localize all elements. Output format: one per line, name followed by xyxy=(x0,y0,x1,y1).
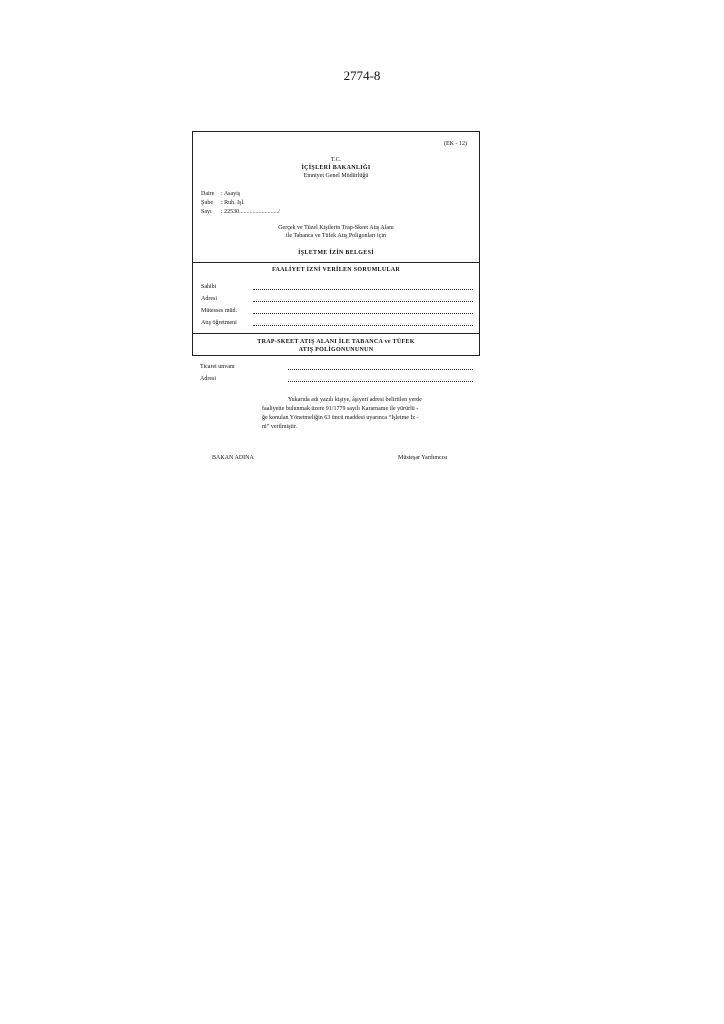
field-line-instructor xyxy=(253,325,473,326)
statement-line-4: ni” verilmiştir. xyxy=(262,424,297,430)
subject-line-1: Gerçek ve Tüzel Kişilerin Trap-Skeet Atış Alanı xyxy=(278,225,394,231)
field-label-manager: Mütesses müd. xyxy=(201,308,237,314)
statement-line-2: faaliyette bulunmak üzere 91/1779 sayılı Kararname ile yürürlü - xyxy=(262,406,419,412)
field-line-address xyxy=(253,301,473,302)
meta-label-daire: Daire xyxy=(201,191,215,197)
permit-form xyxy=(192,131,480,356)
field-line-manager xyxy=(253,313,473,314)
certificate-title: İŞLETME İZİN BELGESİ xyxy=(298,250,374,256)
meta-value-sayi: : 22530........................../ xyxy=(221,209,280,215)
range-title-line-2: ATIŞ POLİGONUNUNUN xyxy=(298,347,374,353)
field-label-address: Adresi xyxy=(201,296,217,302)
statement-line-1: Yukarıda adı yazılı kişiye, âşıyeri adresi belirtilen yerde xyxy=(288,397,422,403)
meta-value-daire: : Asayiş xyxy=(221,191,241,197)
field-label-owner: Sahibi xyxy=(201,284,217,290)
field-label-instructor: Atış öğretmeni xyxy=(201,320,237,326)
meta-value-sube: : Ruh. Işl. xyxy=(221,200,245,206)
divider xyxy=(193,333,479,334)
field-label-business-address: Adresi xyxy=(200,376,216,382)
field-line-business-address xyxy=(288,381,473,382)
page-number: 2774-8 xyxy=(343,68,381,83)
subject-line-2: ile Tabanca ve Tüfek Atış Poligonları için xyxy=(285,233,386,239)
field-line-owner xyxy=(253,289,473,290)
meta-label-sube: Şube xyxy=(201,200,213,206)
annex-label: (EK - 12) xyxy=(444,141,467,147)
divider xyxy=(193,262,479,263)
field-line-trade-name xyxy=(288,369,473,370)
header-ministry: İÇİŞLERİ BAKANLIĞI xyxy=(301,165,371,171)
meta-label-sayi: Sayı xyxy=(201,209,212,215)
signature-left: BAKAN ADINA xyxy=(212,455,254,461)
range-title-line-1: TRAP-SKEET ATIŞ ALANI İLE TABANCA ve TÜFEK xyxy=(257,339,415,345)
header-directorate: Emniyet Genel Müdürlüğü xyxy=(303,173,369,179)
field-label-trade-name: Ticaret unvanı xyxy=(200,364,235,370)
statement-line-3: ğe konulan Yönetmeliğin 63 üncü maddesi uyarınca “İşletme İz - xyxy=(262,415,419,421)
responsibles-title: FAALİYET İZNİ VERİLEN SORUMLULAR xyxy=(271,267,401,273)
signature-right: Müsteşar Yardımcısı xyxy=(398,455,448,461)
header-tc: T.C. xyxy=(330,157,342,163)
